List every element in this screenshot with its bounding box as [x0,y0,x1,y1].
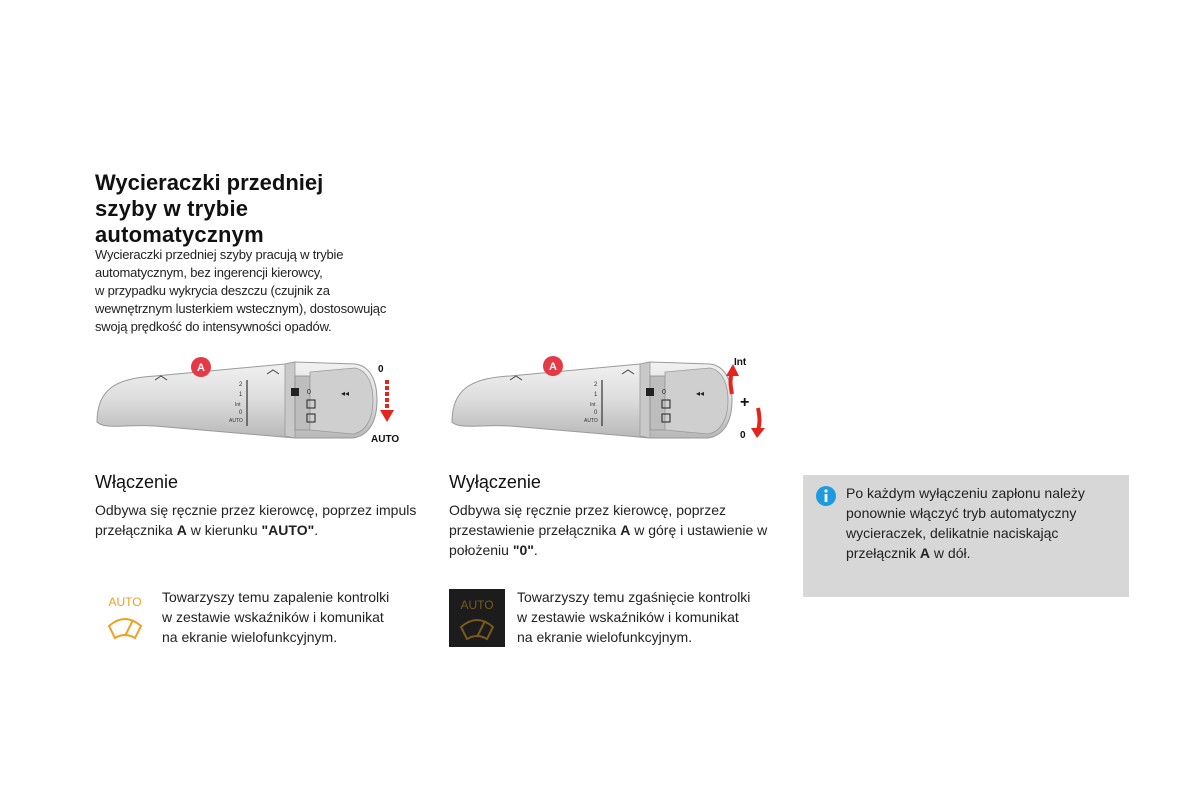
arrow-down-icon [380,380,394,422]
scale-label-int: Int [235,402,241,408]
arrow-down-icon-2 [751,408,765,438]
warning-line: w zestawie wskaźników i komunikat [162,609,384,625]
info-icon [815,485,837,507]
title-line-1: Wycieraczki przedniej [95,170,324,195]
svg-text:A: A [549,361,557,373]
scale-label-auto: AUTO [229,418,243,424]
switch-a-label: A [176,522,187,538]
diagram-label-middle: + [740,394,750,411]
zero-label: "0" [512,542,534,558]
title-line-2: szyby w trybie [95,196,249,221]
text-part: . [533,542,538,558]
wiper-stalk-illustration-2 [450,350,780,450]
text-part: w dół. [930,545,971,561]
warning-line: Towarzyszy temu zgaśnięcie kontrolki [517,589,751,605]
intro-line-1: Wycieraczki przedniej szyby pracują w trybie [95,247,344,262]
svg-text:◂◂: ◂◂ [341,389,350,398]
text-part: Odbywa się ręcznie przez kierowcę, poprzez impuls przełącznika [95,502,417,538]
switch-a-label: A [620,522,631,538]
warning-text-on [162,587,422,647]
marker-a-icon [191,357,211,377]
svg-text:2: 2 [594,382,598,388]
section-text-off [449,500,779,560]
diagram-label-top-2: Int [734,357,747,368]
diagram-label-bottom-2: 0 [740,430,746,441]
svg-text:0: 0 [307,389,311,396]
svg-text:0: 0 [594,410,598,416]
auto-wiper-lamp-on-icon [97,590,153,646]
switch-a-label: A [919,545,931,561]
info-text [846,483,1121,563]
svg-text:0: 0 [662,389,666,396]
text-part: w kierunku [186,522,262,538]
text-part: Po każdym wyłączeniu zapłonu należy ponownie włączyć tryb automatyczny wycieraczek, delikatnie naciskając przełącznik [846,485,1085,561]
text-part: w górę i ustawienie w położeniu [449,522,768,558]
title-line-3: automatycznym [95,222,264,247]
warning-line: na ekranie wielofunkcyjnym. [162,629,338,645]
warning-line: w zestawie wskaźników i komunikat [517,609,739,625]
wiper-stalk-diagram-on [95,350,415,450]
svg-text:◂◂: ◂◂ [696,389,705,398]
scale-label-0: 0 [239,410,243,416]
info-box [803,475,1129,597]
diagram-label-bottom: AUTO [371,434,400,445]
warning-line: na ekranie wielofunkcyjnym. [517,629,693,645]
section-heading-off: Wyłączenie [449,472,541,492]
wiper-stalk-illustration [95,350,415,450]
marker-a-icon-2 [543,356,563,376]
auto-label: "AUTO" [261,522,315,538]
svg-text:1: 1 [594,392,598,398]
scale-label-2: 2 [239,382,243,388]
warning-text-off [517,587,777,647]
intro-line-3: w przypadku wykrycia deszczu (czujnik za [95,283,330,298]
auto-wiper-lamp-off-icon [449,589,505,647]
section-heading-on: Włączenie [95,472,179,492]
intro-line-5: swoją prędkość do intensywności opadów. [95,319,332,334]
svg-text:Int: Int [590,402,596,408]
page-title [95,170,425,248]
intro-line-2: automatycznym, bez ingerencji kierowcy, [95,265,323,280]
wiper-stalk-diagram-off [450,350,780,450]
diagram-label-top: 0 [378,364,384,375]
intro-paragraph [95,246,435,336]
section-text-on [95,500,425,540]
warning-line: Towarzyszy temu zapalenie kontrolki [162,589,390,605]
auto-lamp-label: AUTO [108,595,142,609]
intro-line-4: wewnętrznym lusterkiem wstecznym), dostosowując [95,301,387,316]
text-part: . [314,522,319,538]
auto-lamp-label-off: AUTO [460,598,494,612]
scale-label-1: 1 [239,392,243,398]
svg-text:A: A [197,362,205,374]
svg-text:AUTO: AUTO [584,418,598,424]
text-part: Odbywa się ręcznie przez kierowcę, poprzez przestawienie przełącznika [449,502,727,538]
